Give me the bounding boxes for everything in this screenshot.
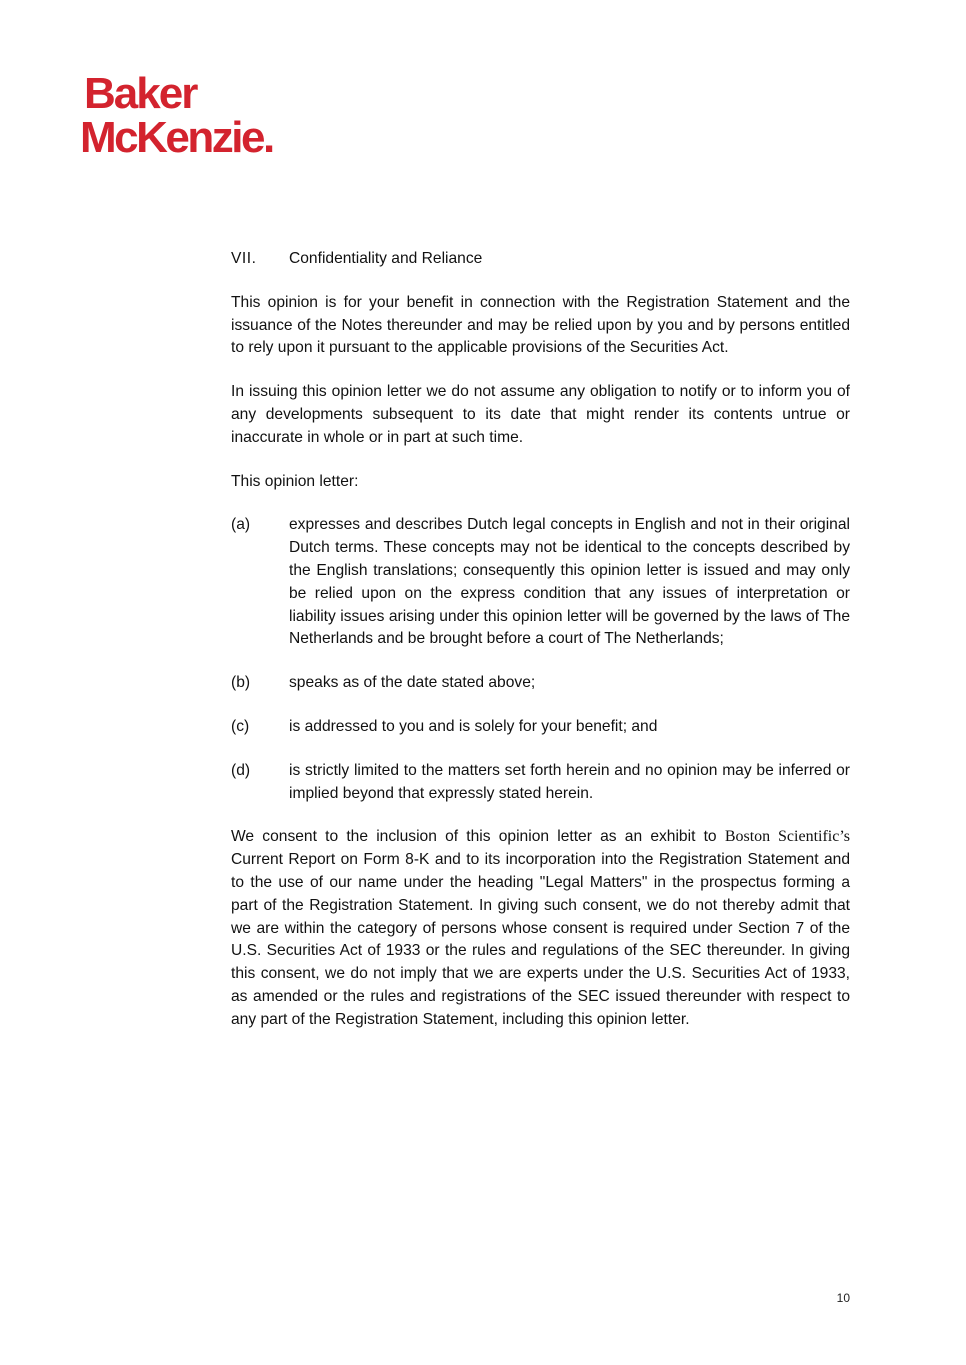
list-item: [231, 514, 850, 651]
company-name: Boston Scientific’s: [724, 828, 851, 846]
section-heading: [231, 248, 850, 271]
list-item-label: (c): [231, 717, 250, 735]
list-item-text: is addressed to you and is solely for your benefit; and: [289, 717, 658, 735]
list-item: [231, 716, 850, 739]
section-number: VII.: [231, 250, 257, 267]
list-item-label: (a): [231, 516, 251, 534]
paragraph-no-obligation: In issuing this opinion letter we do not assume any obligation to notify or to inform you of any developments subsequent to its date that might render its contents untrue or inaccurate in whole or in part at such time.: [231, 383, 850, 446]
list-item: [231, 760, 850, 806]
consent-text-start: We consent to the inclusion of this opinion letter as an exhibit to: [231, 828, 725, 846]
logo-line-mckenzie: McKenzie.: [80, 113, 273, 160]
paragraph-reliance: This opinion is for your benefit in connection with the Registration Statement and the issuance of the Notes thereunder and may be relied upon by you and by persons entitled to rely upon it pursuant to the applicable provisions of the Securities Act.: [231, 293, 850, 357]
baker-mckenzie-logo: [80, 68, 325, 160]
list-item-text: expresses and describes Dutch legal concepts in English and not in their original Dutch terms. These concepts may not be identical to the concepts described by the English translations; consequently this opinion letter is issued and may only be relied upon on the express condition that any issues of interpretation or liability issues arising under this opinion letter will be governed by the laws of The Netherlands and be brought before a court of The Netherlands;: [289, 516, 850, 648]
list-item-text: is strictly limited to the matters set forth herein and no opinion may be inferred or implied beyond that expressly stated herein.: [289, 761, 850, 802]
list-item-label: (b): [231, 674, 251, 692]
list-item-text: speaks as of the date stated above;: [289, 674, 536, 692]
logo-line-baker: Baker: [84, 69, 197, 118]
logo-graphic: [80, 68, 325, 160]
consent-text-rest: Current Report on Form 8-K and to its incorporation into the Registration Statement and to the use of our name under the heading "Legal Matters" in the prospectus forming a part of the Registration Statement. In giving such consent, we do not thereby admit that we are within the category of persons whose consent is required under Section 7 of the U.S. Securities Act of 1933 or the rules and regulations of the SEC thereunder. In giving this consent, we do not imply that we are experts under the U.S. Securities Act of 1933, as amended or the rules and registrations of the SEC issued thereunder with respect to any part of the Registration Statement, including this opinion letter.: [231, 851, 850, 1028]
paragraph-consent: [231, 826, 850, 1031]
paragraph-intro-list: This opinion letter:: [231, 472, 359, 490]
document-body: [231, 248, 850, 1053]
page-number: 10: [836, 1291, 850, 1305]
section-title: Confidentiality and Reliance: [289, 250, 483, 267]
list-item-label: (d): [231, 761, 251, 779]
list-item: [231, 672, 850, 695]
